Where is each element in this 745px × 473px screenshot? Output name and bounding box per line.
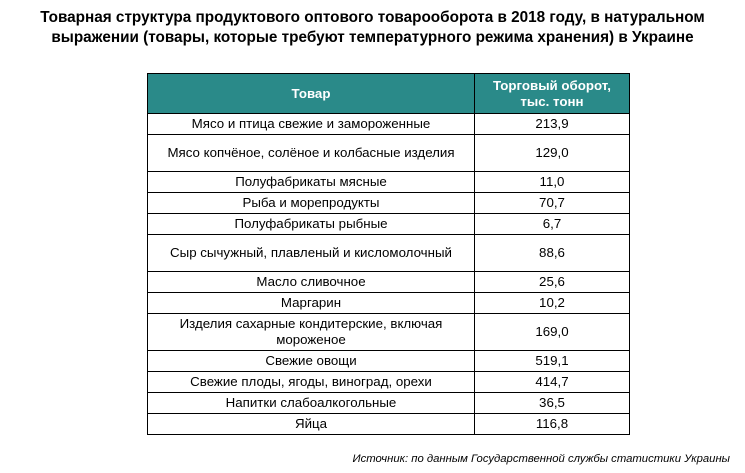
source-note: Источник: по данным Государственной службы статистики Украины [352, 453, 730, 465]
product-cell: Свежие овощи [148, 351, 475, 372]
value-cell: 519,1 [475, 351, 630, 372]
value-cell: 414,7 [475, 372, 630, 393]
column-header-turnover: Торговый оборот, тыс. тонн [475, 74, 630, 114]
value-cell: 36,5 [475, 393, 630, 414]
table-row [148, 172, 630, 193]
product-cell: Изделия сахарные кондитерские, включая мороженое [148, 314, 475, 351]
product-cell: Свежие плоды, ягоды, виноград, орехи [148, 372, 475, 393]
product-cell: Мясо копчёное, солёное и колбасные изделия [148, 135, 475, 172]
table-row [148, 393, 630, 414]
value-cell: 116,8 [475, 414, 630, 435]
title-line-1: Товарная структура продуктового оптового товарооборота в 2018 году, в натуральном [40, 9, 705, 26]
table-header-row [148, 74, 630, 114]
product-cell: Рыба и морепродукты [148, 193, 475, 214]
product-cell: Напитки слабоалкогольные [148, 393, 475, 414]
table-row [148, 351, 630, 372]
table-row [148, 114, 630, 135]
value-cell: 70,7 [475, 193, 630, 214]
turnover-table [147, 73, 630, 435]
product-cell: Полуфабрикаты мясные [148, 172, 475, 193]
column-header-product: Товар [148, 74, 475, 114]
product-cell: Яйца [148, 414, 475, 435]
value-cell: 10,2 [475, 293, 630, 314]
table-row [148, 293, 630, 314]
product-cell: Масло сливочное [148, 272, 475, 293]
table-row [148, 214, 630, 235]
value-cell: 88,6 [475, 235, 630, 272]
product-cell: Полуфабрикаты рыбные [148, 214, 475, 235]
title-line-2: выражении (товары, которые требуют температурного режима хранения) в Украине [51, 29, 694, 46]
table-row [148, 314, 630, 351]
table-row [148, 135, 630, 172]
table-row [148, 235, 630, 272]
page-title [0, 8, 745, 48]
value-cell: 129,0 [475, 135, 630, 172]
value-cell: 6,7 [475, 214, 630, 235]
value-cell: 25,6 [475, 272, 630, 293]
value-cell: 11,0 [475, 172, 630, 193]
table-row [148, 372, 630, 393]
table-row [148, 272, 630, 293]
value-cell: 213,9 [475, 114, 630, 135]
product-cell: Сыр сычужный, плавленый и кисломолочный [148, 235, 475, 272]
table-row [148, 414, 630, 435]
table-row [148, 193, 630, 214]
product-cell: Мясо и птица свежие и замороженные [148, 114, 475, 135]
product-cell: Маргарин [148, 293, 475, 314]
value-cell: 169,0 [475, 314, 630, 351]
